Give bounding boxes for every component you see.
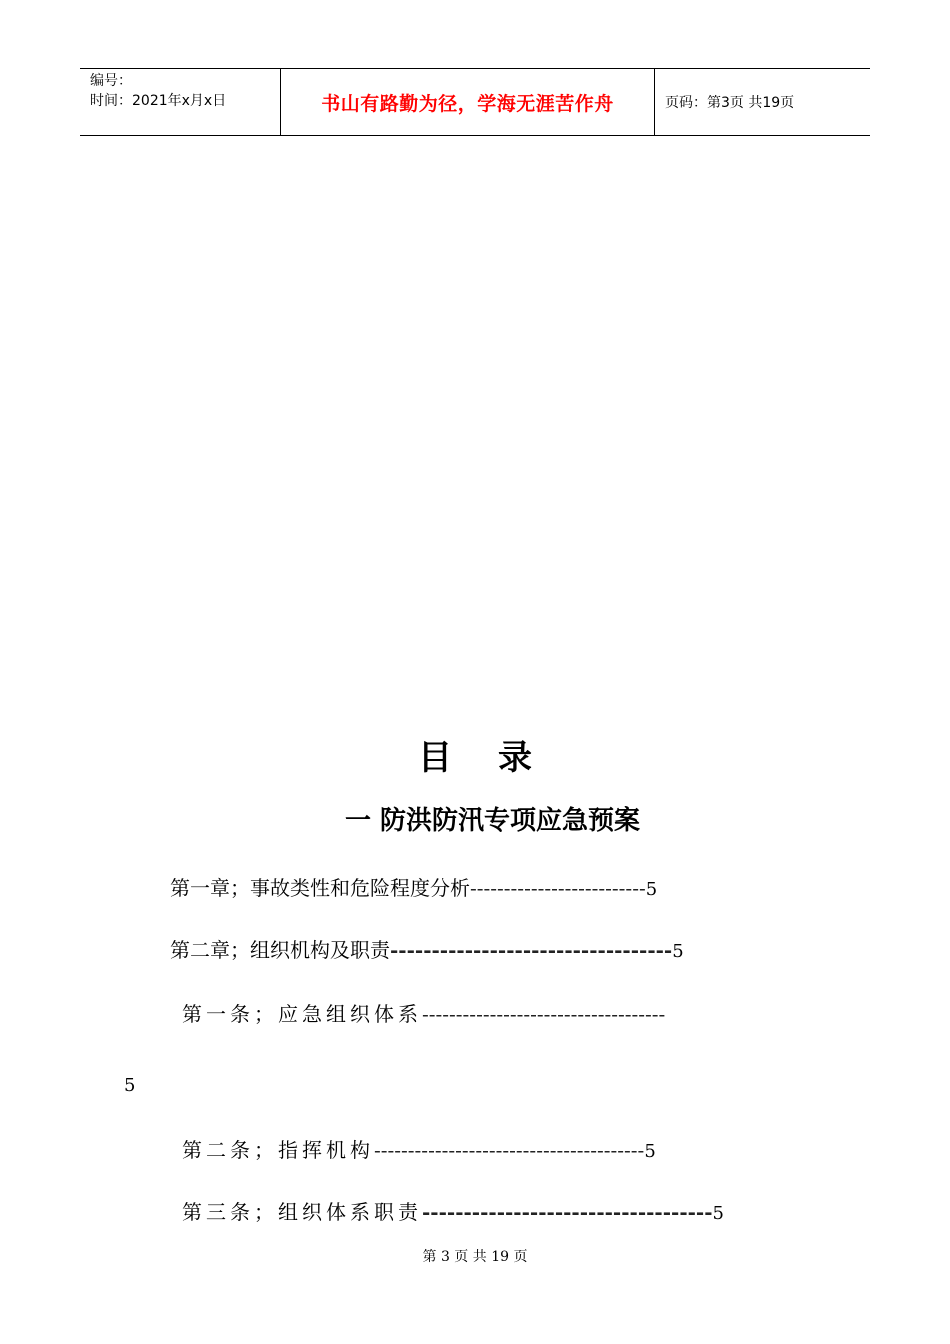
toc-entry-leader: ---------------------------------------- [374,1138,645,1162]
page-info: 页码：第3页 共19页 [665,95,795,111]
toc-entry[interactable] [182,1134,656,1163]
toc-entry[interactable] [182,998,665,1027]
toc-title-char-2: 录 [498,738,532,778]
header-meta [80,69,281,135]
toc-entry-label: 第一章；事故类性和危险程度分析 [170,876,470,900]
toc-entry-label: 第一条；应急组织体系 [182,1002,422,1026]
toc-entry-label: 第三条；组织体系职责 [182,1200,422,1224]
toc-title [0,730,950,779]
toc-subtitle: 一 防洪防汛专项应急预案 [345,806,641,836]
toc-entry-label: 第二条；指挥机构 [182,1138,374,1162]
header-page-cell [655,69,870,135]
number-label: 编号： [90,73,132,89]
toc-entry-leader: ---------------------------------- [390,938,673,962]
header-motto-cell [281,69,655,135]
time-label: 时间：2021年x月x日 [90,93,227,109]
toc-entry-page-wrapped [124,1072,135,1096]
toc-entry-page: 5 [645,879,658,900]
toc-entry-leader: ----------------------------------- [422,1200,713,1224]
toc-entry-page: 5 [712,1203,724,1224]
toc-entry-leader: ------------------------------------ [422,1002,666,1026]
toc-title-char-1: 目 [418,738,452,778]
page-footer: 第 3 页 共 19 页 [422,1249,528,1265]
toc-entry-page: 5 [124,1075,136,1096]
page-header [80,68,870,136]
toc-entry-page: 5 [672,941,684,962]
toc-entry-leader: -------------------------- [470,876,646,900]
toc-entry-page: 5 [644,1141,656,1162]
toc-entry[interactable] [182,1196,724,1225]
motto-text: 书山有路勤为径，学海无涯苦作舟 [321,92,614,115]
toc-entry-label: 第二章；组织机构及职责 [170,938,390,962]
toc-entry[interactable] [170,934,684,963]
toc-entry[interactable] [170,872,657,901]
